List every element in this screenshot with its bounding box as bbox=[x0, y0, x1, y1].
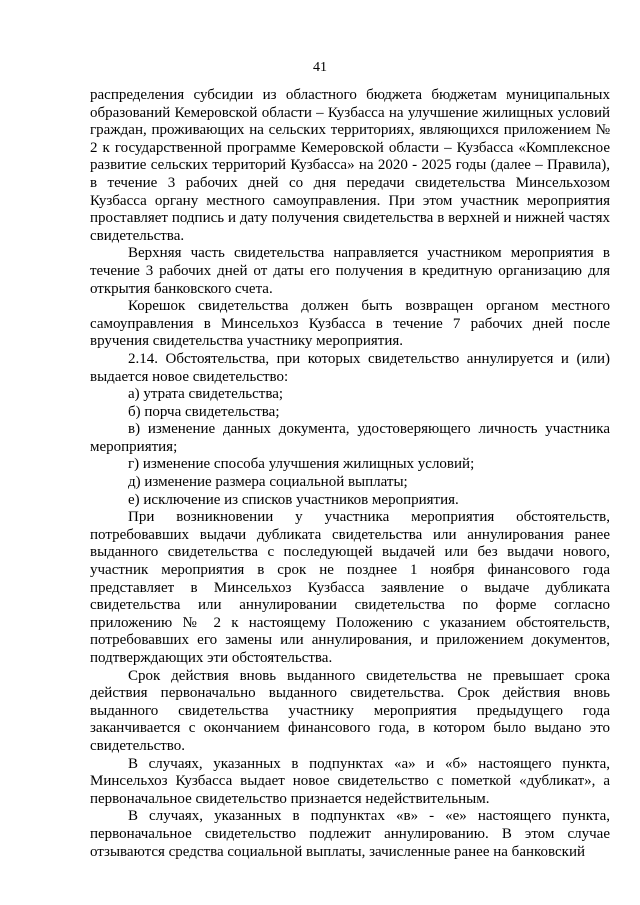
list-item-g: г) изменение способа улучшения жилищных условий; bbox=[128, 456, 475, 473]
list-item-a: а) утрата свидетельства; bbox=[128, 386, 284, 403]
list-item-v: в) изменение данных документа, удостоверяющего личность участника мероприятия; bbox=[90, 421, 610, 455]
list-item-e: е) исключение из списков участников мероприятия. bbox=[128, 491, 459, 508]
paragraph-validity: Срок действия вновь выданного свидетельства не превышает срока действия первоначально выданного свидетельства. Срок действия вновь выданного свидетельства участнику мероприятия предыдущего года заканчивается с окончанием финансового года, в котором было выдано это свидетельство. bbox=[90, 667, 610, 754]
page-number: 41 bbox=[313, 60, 327, 75]
list-item-d: д) изменение размера социальной выплаты; bbox=[128, 474, 408, 491]
paragraph-application: При возникновении у участника мероприятия обстоятельств, потребовавших выдачи дубликата свидетельства или аннулирования ранее выданного свидетельства с последующей выдачей или без выдачи нового, участник мероприятия в срок не позднее 1 ноября финансового года представляет в Минсельхоз Кузбасса заявление о выдаче дубликата свидетельства или аннулировании свидетельства по форме согласно приложению № 2 к настоящему Положению с указанием обстоятельств, потребовавших его замены или аннулирования, и приложением документов, подтверждающих эти обстоятельства. bbox=[90, 509, 610, 666]
paragraph-stub: Корешок свидетельства должен быть возвращен органом местного самоуправления в Минсельхоз Кузбасса в течение 7 рабочих дней после вручения свидетельства участнику мероприятия. bbox=[90, 298, 610, 350]
list-item-b: б) порча свидетельства; bbox=[128, 403, 280, 420]
paragraph-continuation: распределения субсидии из областного бюджета бюджетам муниципальных образований Кемеровской области – Кузбасса на улучшение жилищных условий граждан, проживающих на сельских территориях, являющихся приложением № 2 к государственной программе Кемеровской области – Кузбасса «Комплексное развитие сельских территорий Кузбасса» на 2020 - 2025 годы (далее – Правила), в течение 3 рабочих дней со дня передачи свидетельства Минсельхозом Кузбасса органу местного самоуправления. При этом участник мероприятия проставляет подпись и дату получения свидетельства в верхней и нижней частях свидетельства. bbox=[90, 87, 610, 244]
paragraph-duplicate: В случаях, указанных в подпунктах «а» и «б» настоящего пункта, Минсельхоз Кузбасса выдает новое свидетельство с пометкой «дубликат», а первоначальное свидетельство признается недействительным. bbox=[90, 755, 610, 807]
paragraph-top-part: Верхняя часть свидетельства направляется участником мероприятия в течение 3 рабочих дней от даты его получения в кредитную организацию для открытия банковского счета. bbox=[90, 245, 610, 297]
paragraph-clause-2-14: 2.14. Обстоятельства, при которых свидетельство аннулируется и (или) выдается новое свидетельство: bbox=[90, 350, 610, 385]
document-body bbox=[90, 87, 610, 861]
paragraph-annulment: В случаях, указанных в подпунктах «в» - «е» настоящего пункта, первоначальное свидетельство подлежит аннулированию. В этом случае отзываются средства социальной выплаты, зачисленные ранее на банковский bbox=[90, 808, 610, 860]
